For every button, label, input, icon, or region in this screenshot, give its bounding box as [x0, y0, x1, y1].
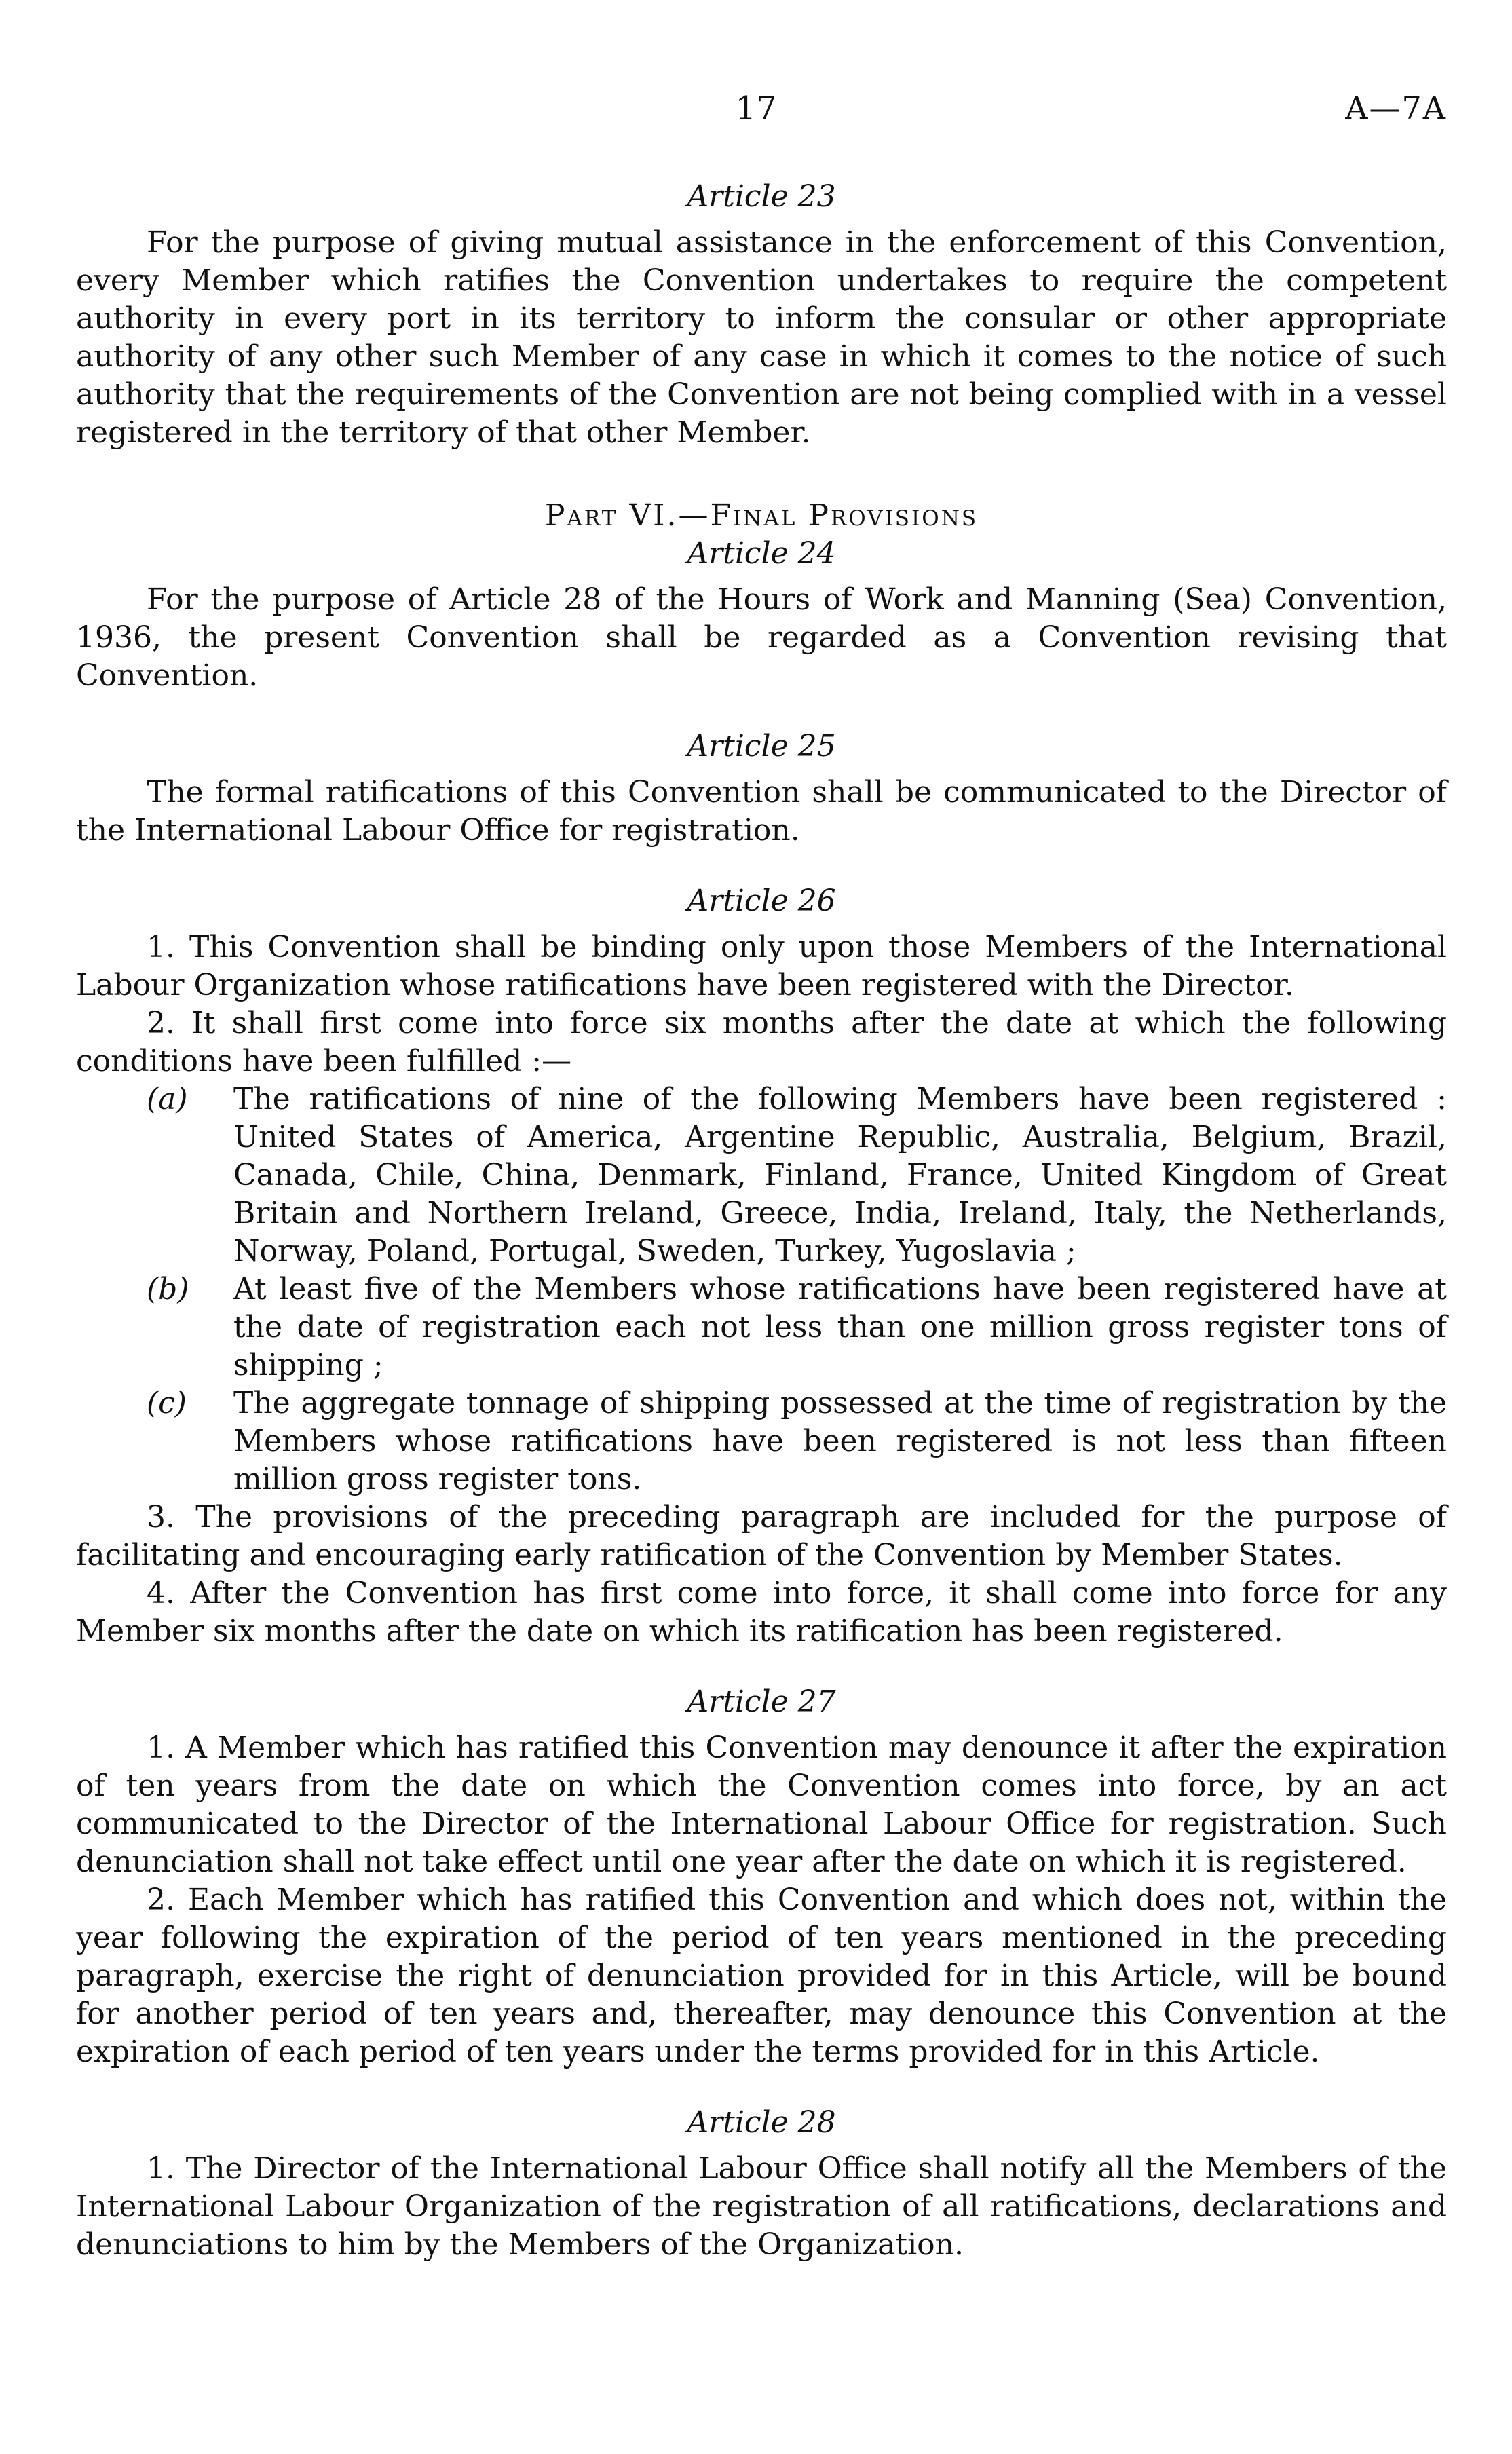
clause-item [76, 1270, 1447, 1384]
page-number: 17 [735, 90, 777, 128]
article-heading: Article 27 [687, 1684, 836, 1719]
clause-item [76, 1080, 1447, 1270]
article-paragraph: 2. It shall first come into force six months after the date at which the following conditions have been fulfilled :— [76, 1006, 1447, 1078]
article-28 [76, 2104, 1447, 2264]
document-reference: A—7A [1345, 90, 1447, 126]
article-paragraph: 1. The Director of the International Labour Office shall notify all the Members of the International Labour Organization of the registration of all ratifications, declarations and denunciations to him by the Members of the Organization. [76, 2151, 1447, 2262]
clause-item [76, 1384, 1447, 1498]
article-24 [76, 535, 1447, 695]
clause-text: The aggregate tonnage of shipping possessed at the time of registration by the Members whose ratifications have been registered is not less than fifteen million gross register tons. [233, 1386, 1447, 1496]
article-paragraph: 3. The provisions of the preceding paragraph are included for the purpose of facilitating and encouraging early ratification of the Convention by Member States. [76, 1500, 1447, 1572]
clause-label: (a) [147, 1082, 188, 1116]
clause-text: The ratifications of nine of the following Members have been registered : United States of America, Argentine Republic, Australia, Belgium, Brazil, Canada, Chile, China, Denmark, Finland, France, United Kingdom of Great Britain and Northern Ireland, Greece, India, Ireland, Italy, the Netherlands, Norway, Poland, Portugal, Sweden, Turkey, Yugoslavia ; [233, 1082, 1447, 1268]
article-paragraph: 1. A Member which has ratified this Convention may denounce it after the expiration of ten years from the date on which the Convention comes into force, by an act communicated to the Director of the International Labour Office for registration. Such denunciation shall not take effect until one year after the date on which it is registered. [76, 1731, 1447, 1879]
article-paragraph: 2. Each Member which has ratified this Convention and which does not, within the year following the expiration of the period of ten years mentioned in the preceding paragraph, exercise the right of denunciation provided for in this Article, will be bound for another period of ten years and, thereafter, may denounce this Convention at the expiration of each period of ten years under the terms provided for in this Article. [76, 1883, 1447, 2069]
article-paragraph: For the purpose of giving mutual assistance in the enforcement of this Convention, every Member which ratifies the Convention undertakes to require the competent authority in every port in its territory to inform the consular or other appropriate authority of any other such Member of any case in which it comes to the notice of such authority that the requirements of the Convention are not being complied with in a vessel registered in the territory of that other Member. [76, 225, 1447, 450]
article-heading: Article 23 [687, 179, 836, 214]
article-paragraph: 1. This Convention shall be binding only upon those Members of the International Labour Organization whose ratifications have been registered with the Director. [76, 930, 1447, 1002]
clause-label: (c) [147, 1386, 187, 1420]
article-27 [76, 1683, 1447, 2071]
article-heading: Article 26 [687, 884, 836, 918]
article-23 [76, 178, 1447, 452]
article-paragraph: 4. After the Convention has first come into force, it shall come into force for any Member six months after the date on which its ratification has been registered. [76, 1576, 1447, 1648]
article-heading: Article 28 [687, 2105, 836, 2140]
part-heading: Part VI.—Final Provisions [544, 498, 979, 533]
clause-label: (b) [147, 1272, 189, 1306]
clause-text: At least five of the Members whose ratifications have been registered have at the date of registration each not less than one million gross register tons of shipping ; [233, 1272, 1447, 1382]
article-paragraph: The formal ratifications of this Convention shall be communicated to the Director of the International Labour Office for registration. [76, 775, 1447, 848]
page-content [76, 178, 1447, 2264]
article-heading: Article 24 [687, 536, 836, 571]
article-heading: Article 25 [687, 729, 836, 763]
article-26 [76, 882, 1447, 1650]
article-25 [76, 728, 1447, 850]
article-paragraph: For the purpose of Article 28 of the Hours of Work and Manning (Sea) Convention, 1936, the present Convention shall be regarded as a Convention revising that Convention. [76, 582, 1447, 693]
